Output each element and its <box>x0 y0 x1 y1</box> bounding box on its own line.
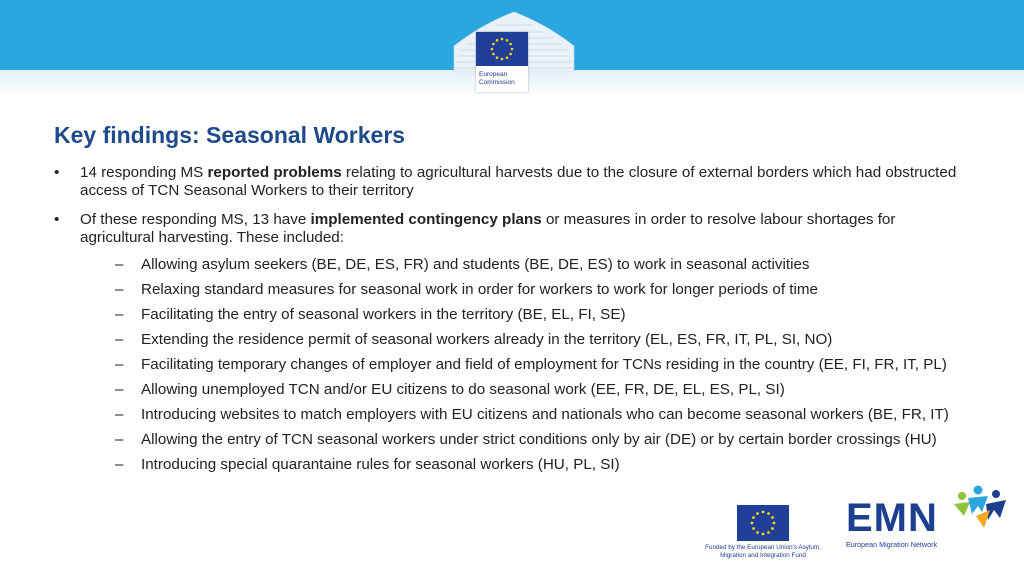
ec-logo-text <box>479 71 515 86</box>
dash-marker: – <box>115 406 124 423</box>
european-commission-logo <box>452 6 576 94</box>
dash-marker: – <box>115 256 124 273</box>
sub-item-text: Facilitating temporary changes of employer and field of employment for TCNs residing in the country (EE, FI, FR, IT, PL) <box>141 356 947 373</box>
sub-item <box>115 431 969 449</box>
sub-item-text: Relaxing standard measures for seasonal work in order for workers to work for longer periods of time <box>141 281 818 298</box>
fund-line1: Funded by the European Union's Asylum, <box>705 544 821 551</box>
sub-item-text: Facilitating the entry of seasonal workers in the territory (BE, EL, FI, SE) <box>141 306 626 323</box>
dash-marker: – <box>115 431 124 448</box>
dash-marker: – <box>115 356 124 373</box>
eu-funding-text <box>700 544 826 560</box>
eu-funding-logo <box>700 505 826 560</box>
bullet-dot: • <box>54 164 60 181</box>
emn-figures-icon <box>948 482 1014 532</box>
bullet-text: relating to agricultural harvests due to the closure of external borders which had obstructed access of TCN Seasonal Workers to their territory <box>80 164 957 199</box>
bullet-bold-text: implemented contingency plans <box>310 211 542 228</box>
bullet-bold-text: reported problems <box>207 164 342 181</box>
sub-item <box>115 356 969 374</box>
sub-item <box>115 406 969 424</box>
dash-marker: – <box>115 456 124 473</box>
bullet-dot: • <box>54 211 60 228</box>
ec-logo-line1: European <box>479 71 508 78</box>
dash-marker: – <box>115 306 124 323</box>
sub-item-text: Introducing websites to match employers with EU citizens and nationals who can become seasonal workers (BE, FR, IT) <box>141 406 949 423</box>
sub-item <box>115 456 969 474</box>
page-title: Key findings: Seasonal Workers <box>54 122 406 148</box>
bullet-item <box>54 164 969 200</box>
sub-item <box>115 281 969 299</box>
dash-marker: – <box>115 331 124 348</box>
bullet-item <box>54 211 969 474</box>
sub-list <box>80 256 969 474</box>
ec-logo-line2: Commission <box>479 78 515 86</box>
dash-marker: – <box>115 381 124 398</box>
emn-logo-word: EMN <box>846 496 938 540</box>
sub-item <box>115 306 969 324</box>
sub-item <box>115 381 969 399</box>
bullet-text: 14 responding MS <box>80 164 208 181</box>
slide-content <box>54 164 969 485</box>
sub-item-text: Allowing unemployed TCN and/or EU citizens to do seasonal work (EE, FR, DE, EL, ES, PL, SI) <box>141 381 785 398</box>
bullet-text: Of these responding MS, 13 have <box>80 211 311 228</box>
sub-item-text: Introducing special quarantaine rules for seasonal workers (HU, PL, SI) <box>141 456 620 473</box>
sub-item <box>115 256 969 274</box>
fund-line2: Migration and Integration Fund <box>720 552 806 559</box>
sub-item <box>115 331 969 349</box>
eu-flag-icon <box>737 505 789 541</box>
bullet-text: or measures in order to resolve labour shortages for agricultural harvesting. These included: <box>80 211 896 246</box>
emn-logo-subtitle: European Migration Network <box>846 540 938 549</box>
emn-logo <box>846 482 1016 552</box>
eu-flag-icon <box>476 32 528 66</box>
sub-item-text: Extending the residence permit of seasonal workers already in the territory (EL, ES, FR, IT, PL, SI, NO) <box>141 331 833 348</box>
dash-marker: – <box>115 281 124 298</box>
sub-item-text: Allowing asylum seekers (BE, DE, ES, FR) and students (BE, DE, ES) to work in seasonal activities <box>141 256 810 273</box>
sub-item-text: Allowing the entry of TCN seasonal workers under strict conditions only by air (DE) or by certain border crossings (HU) <box>141 431 937 448</box>
